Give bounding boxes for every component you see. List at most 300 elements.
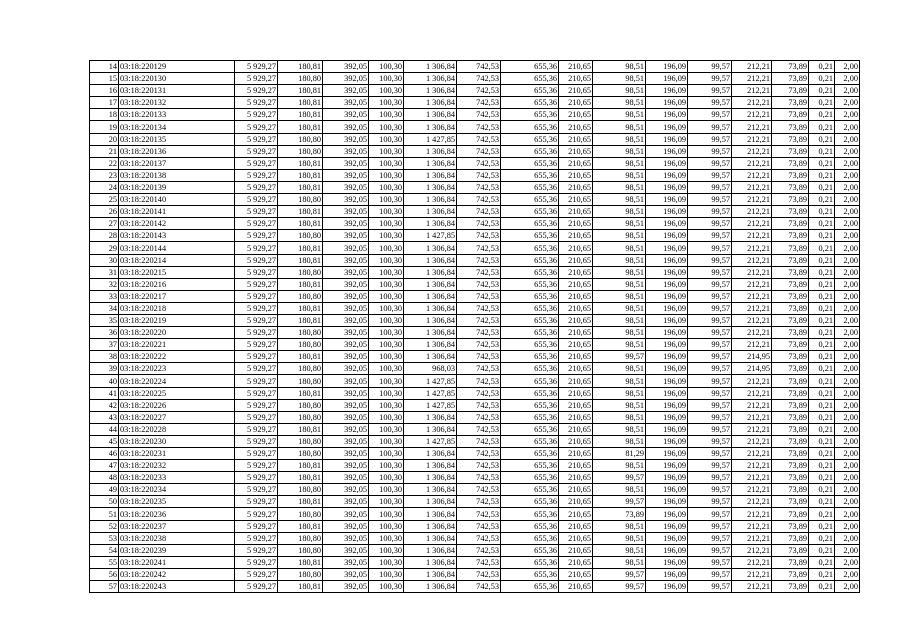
value-cell: 0,21 (809, 218, 835, 230)
value-cell: 99,57 (688, 484, 732, 496)
value-cell: 180,81 (278, 387, 323, 399)
row-number-cell: 20 (90, 133, 119, 145)
value-cell: 73,89 (772, 411, 809, 423)
value-cell: 0,21 (809, 556, 835, 568)
value-cell: 0,21 (809, 581, 835, 593)
value-cell: 212,21 (732, 290, 772, 302)
value-cell: 100,30 (369, 230, 404, 242)
value-cell: 655,36 (501, 314, 559, 326)
row-number-cell: 41 (90, 387, 119, 399)
value-cell: 99,57 (688, 73, 732, 85)
value-cell: 98,51 (593, 266, 646, 278)
row-number-cell: 42 (90, 399, 119, 411)
value-cell: 5 929,27 (235, 73, 278, 85)
value-cell: 392,05 (323, 363, 369, 375)
value-cell: 392,05 (323, 423, 369, 435)
value-cell: 73,89 (772, 278, 809, 290)
value-cell: 2,00 (835, 399, 860, 411)
value-cell: 0,21 (809, 363, 835, 375)
value-cell: 742,53 (457, 484, 501, 496)
value-cell: 742,53 (457, 532, 501, 544)
value-cell: 0,21 (809, 351, 835, 363)
value-cell: 98,51 (593, 532, 646, 544)
value-cell: 742,53 (457, 544, 501, 556)
value-cell: 98,51 (593, 484, 646, 496)
value-cell: 210,65 (559, 85, 593, 97)
value-cell: 392,05 (323, 435, 369, 447)
table-row (90, 85, 860, 97)
value-cell: 392,05 (323, 61, 369, 73)
value-cell: 180,81 (278, 181, 323, 193)
value-cell: 392,05 (323, 194, 369, 206)
value-cell: 212,21 (732, 448, 772, 460)
value-cell: 73,89 (772, 484, 809, 496)
value-cell: 210,65 (559, 375, 593, 387)
value-cell: 1 306,84 (404, 194, 457, 206)
value-cell: 655,36 (501, 121, 559, 133)
value-cell: 180,80 (278, 73, 323, 85)
value-cell: 212,21 (732, 520, 772, 532)
code-cell: 03:18:220134 (119, 121, 235, 133)
row-number-cell: 56 (90, 568, 119, 580)
value-cell: 180,80 (278, 194, 323, 206)
value-cell: 212,21 (732, 556, 772, 568)
value-cell: 73,89 (772, 472, 809, 484)
value-cell: 742,53 (457, 327, 501, 339)
value-cell: 100,30 (369, 327, 404, 339)
value-cell: 210,65 (559, 73, 593, 85)
value-cell: 1 306,84 (404, 278, 457, 290)
value-cell: 2,00 (835, 242, 860, 254)
value-cell: 1 306,84 (404, 242, 457, 254)
value-cell: 196,09 (646, 242, 688, 254)
value-cell: 655,36 (501, 375, 559, 387)
value-cell: 1 306,84 (404, 556, 457, 568)
value-cell: 5 929,27 (235, 181, 278, 193)
value-cell: 742,53 (457, 435, 501, 447)
value-cell: 100,30 (369, 157, 404, 169)
value-cell: 99,57 (593, 496, 646, 508)
row-number-cell: 23 (90, 169, 119, 181)
value-cell: 1 306,84 (404, 206, 457, 218)
value-cell: 1 306,84 (404, 339, 457, 351)
value-cell: 5 929,27 (235, 411, 278, 423)
value-cell: 210,65 (559, 435, 593, 447)
value-cell: 73,89 (772, 339, 809, 351)
value-cell: 2,00 (835, 85, 860, 97)
code-cell: 03:18:220140 (119, 194, 235, 206)
value-cell: 210,65 (559, 411, 593, 423)
value-cell: 100,30 (369, 484, 404, 496)
value-cell: 0,21 (809, 109, 835, 121)
value-cell: 212,21 (732, 399, 772, 411)
value-cell: 655,36 (501, 97, 559, 109)
value-cell: 1 306,84 (404, 97, 457, 109)
value-cell: 742,53 (457, 230, 501, 242)
value-cell: 210,65 (559, 532, 593, 544)
value-cell: 392,05 (323, 157, 369, 169)
code-cell: 03:18:220222 (119, 351, 235, 363)
value-cell: 392,05 (323, 145, 369, 157)
row-number-cell: 49 (90, 484, 119, 496)
value-cell: 212,21 (732, 532, 772, 544)
value-cell: 99,57 (688, 508, 732, 520)
table-row (90, 121, 860, 133)
value-cell: 100,30 (369, 218, 404, 230)
value-cell: 212,21 (732, 181, 772, 193)
value-cell: 655,36 (501, 254, 559, 266)
value-cell: 1 306,84 (404, 254, 457, 266)
value-cell: 392,05 (323, 206, 369, 218)
value-cell: 180,80 (278, 363, 323, 375)
table-row (90, 484, 860, 496)
value-cell: 742,53 (457, 133, 501, 145)
value-cell: 0,21 (809, 520, 835, 532)
value-cell: 212,21 (732, 508, 772, 520)
value-cell: 210,65 (559, 327, 593, 339)
value-cell: 2,00 (835, 387, 860, 399)
value-cell: 98,51 (593, 411, 646, 423)
value-cell: 655,36 (501, 218, 559, 230)
value-cell: 742,53 (457, 375, 501, 387)
value-cell: 210,65 (559, 556, 593, 568)
value-cell: 0,21 (809, 61, 835, 73)
code-cell: 03:18:220241 (119, 556, 235, 568)
value-cell: 655,36 (501, 85, 559, 97)
value-cell: 100,30 (369, 242, 404, 254)
code-cell: 03:18:220228 (119, 423, 235, 435)
value-cell: 5 929,27 (235, 133, 278, 145)
value-cell: 196,09 (646, 435, 688, 447)
code-cell: 03:18:220218 (119, 302, 235, 314)
code-cell: 03:18:220221 (119, 339, 235, 351)
value-cell: 212,21 (732, 302, 772, 314)
value-cell: 210,65 (559, 97, 593, 109)
value-cell: 1 306,84 (404, 544, 457, 556)
value-cell: 212,21 (732, 109, 772, 121)
code-cell: 03:18:220131 (119, 85, 235, 97)
value-cell: 655,36 (501, 145, 559, 157)
value-cell: 392,05 (323, 460, 369, 472)
value-cell: 100,30 (369, 375, 404, 387)
value-cell: 73,89 (772, 314, 809, 326)
value-cell: 1 306,84 (404, 181, 457, 193)
value-cell: 1 306,84 (404, 472, 457, 484)
code-cell: 03:18:220232 (119, 460, 235, 472)
value-cell: 73,89 (772, 169, 809, 181)
value-cell: 99,57 (688, 61, 732, 73)
value-cell: 0,21 (809, 290, 835, 302)
value-cell: 2,00 (835, 435, 860, 447)
value-cell: 98,51 (593, 85, 646, 97)
value-cell: 180,80 (278, 230, 323, 242)
value-cell: 100,30 (369, 278, 404, 290)
value-cell: 5 929,27 (235, 290, 278, 302)
row-number-cell: 47 (90, 460, 119, 472)
value-cell: 0,21 (809, 508, 835, 520)
row-number-cell: 31 (90, 266, 119, 278)
value-cell: 742,53 (457, 568, 501, 580)
value-cell: 180,81 (278, 254, 323, 266)
value-cell: 212,21 (732, 73, 772, 85)
row-number-cell: 14 (90, 61, 119, 73)
value-cell: 99,57 (688, 97, 732, 109)
value-cell: 212,21 (732, 194, 772, 206)
value-cell: 5 929,27 (235, 169, 278, 181)
value-cell: 2,00 (835, 508, 860, 520)
row-number-cell: 57 (90, 581, 119, 593)
code-cell: 03:18:220129 (119, 61, 235, 73)
value-cell: 1 427,85 (404, 387, 457, 399)
code-cell: 03:18:220234 (119, 484, 235, 496)
value-cell: 99,57 (688, 266, 732, 278)
value-cell: 98,51 (593, 387, 646, 399)
value-cell: 1 427,85 (404, 133, 457, 145)
value-cell: 98,51 (593, 435, 646, 447)
value-cell: 73,89 (772, 351, 809, 363)
table-row (90, 327, 860, 339)
value-cell: 2,00 (835, 73, 860, 85)
value-cell: 73,89 (772, 327, 809, 339)
value-cell: 742,53 (457, 399, 501, 411)
row-number-cell: 39 (90, 363, 119, 375)
value-cell: 1 306,84 (404, 460, 457, 472)
value-cell: 742,53 (457, 109, 501, 121)
value-cell: 1 306,84 (404, 484, 457, 496)
value-cell: 1 427,85 (404, 399, 457, 411)
value-cell: 210,65 (559, 206, 593, 218)
code-cell: 03:18:220217 (119, 290, 235, 302)
value-cell: 196,09 (646, 218, 688, 230)
value-cell: 180,81 (278, 496, 323, 508)
value-cell: 392,05 (323, 556, 369, 568)
value-cell: 392,05 (323, 544, 369, 556)
value-cell: 73,89 (772, 375, 809, 387)
value-cell: 392,05 (323, 387, 369, 399)
value-cell: 0,21 (809, 97, 835, 109)
table-body (90, 61, 860, 593)
value-cell: 100,30 (369, 508, 404, 520)
value-cell: 210,65 (559, 472, 593, 484)
row-number-cell: 36 (90, 327, 119, 339)
value-cell: 196,09 (646, 423, 688, 435)
value-cell: 210,65 (559, 339, 593, 351)
value-cell: 212,21 (732, 568, 772, 580)
value-cell: 196,09 (646, 290, 688, 302)
value-cell: 196,09 (646, 302, 688, 314)
value-cell: 655,36 (501, 399, 559, 411)
table-row (90, 423, 860, 435)
value-cell: 196,09 (646, 278, 688, 290)
value-cell: 742,53 (457, 169, 501, 181)
value-cell: 210,65 (559, 399, 593, 411)
value-cell: 100,30 (369, 387, 404, 399)
value-cell: 742,53 (457, 145, 501, 157)
value-cell: 742,53 (457, 460, 501, 472)
value-cell: 210,65 (559, 520, 593, 532)
value-cell: 196,09 (646, 484, 688, 496)
value-cell: 5 929,27 (235, 85, 278, 97)
value-cell: 655,36 (501, 194, 559, 206)
value-cell: 210,65 (559, 121, 593, 133)
value-cell: 2,00 (835, 496, 860, 508)
table-row (90, 194, 860, 206)
value-cell: 392,05 (323, 169, 369, 181)
value-cell: 0,21 (809, 532, 835, 544)
value-cell: 99,57 (688, 302, 732, 314)
value-cell: 210,65 (559, 448, 593, 460)
value-cell: 655,36 (501, 278, 559, 290)
value-cell: 742,53 (457, 508, 501, 520)
table-row (90, 266, 860, 278)
value-cell: 392,05 (323, 472, 369, 484)
value-cell: 5 929,27 (235, 157, 278, 169)
value-cell: 100,30 (369, 121, 404, 133)
value-cell: 5 929,27 (235, 109, 278, 121)
code-cell: 03:18:220225 (119, 387, 235, 399)
value-cell: 100,30 (369, 472, 404, 484)
value-cell: 742,53 (457, 423, 501, 435)
value-cell: 100,30 (369, 351, 404, 363)
value-cell: 0,21 (809, 145, 835, 157)
value-cell: 180,81 (278, 556, 323, 568)
value-cell: 210,65 (559, 157, 593, 169)
value-cell: 655,36 (501, 61, 559, 73)
value-cell: 742,53 (457, 339, 501, 351)
value-cell: 392,05 (323, 314, 369, 326)
value-cell: 742,53 (457, 314, 501, 326)
value-cell: 73,89 (772, 423, 809, 435)
value-cell: 5 929,27 (235, 544, 278, 556)
value-cell: 196,09 (646, 496, 688, 508)
value-cell: 98,51 (593, 97, 646, 109)
value-cell: 655,36 (501, 351, 559, 363)
row-number-cell: 43 (90, 411, 119, 423)
value-cell: 100,30 (369, 581, 404, 593)
value-cell: 5 929,27 (235, 496, 278, 508)
value-cell: 5 929,27 (235, 435, 278, 447)
value-cell: 1 306,84 (404, 581, 457, 593)
value-cell: 196,09 (646, 568, 688, 580)
value-cell: 99,57 (688, 145, 732, 157)
value-cell: 392,05 (323, 266, 369, 278)
value-cell: 196,09 (646, 411, 688, 423)
value-cell: 98,51 (593, 544, 646, 556)
value-cell: 1 306,84 (404, 448, 457, 460)
value-cell: 5 929,27 (235, 423, 278, 435)
value-cell: 99,57 (688, 423, 732, 435)
code-cell: 03:18:220138 (119, 169, 235, 181)
value-cell: 180,81 (278, 109, 323, 121)
value-cell: 2,00 (835, 109, 860, 121)
value-cell: 2,00 (835, 363, 860, 375)
value-cell: 73,89 (772, 109, 809, 121)
value-cell: 196,09 (646, 508, 688, 520)
value-cell: 180,80 (278, 145, 323, 157)
value-cell: 655,36 (501, 460, 559, 472)
value-cell: 655,36 (501, 327, 559, 339)
value-cell: 99,57 (688, 109, 732, 121)
value-cell: 180,81 (278, 169, 323, 181)
value-cell: 0,21 (809, 133, 835, 145)
value-cell: 73,89 (772, 496, 809, 508)
value-cell: 99,57 (688, 568, 732, 580)
value-cell: 742,53 (457, 302, 501, 314)
value-cell: 742,53 (457, 121, 501, 133)
table-row (90, 169, 860, 181)
table-row (90, 460, 860, 472)
value-cell: 1 306,84 (404, 290, 457, 302)
value-cell: 392,05 (323, 109, 369, 121)
value-cell: 180,81 (278, 520, 323, 532)
table-row (90, 61, 860, 73)
code-cell: 03:18:220238 (119, 532, 235, 544)
code-cell: 03:18:220142 (119, 218, 235, 230)
value-cell: 5 929,27 (235, 61, 278, 73)
value-cell: 98,51 (593, 121, 646, 133)
value-cell: 2,00 (835, 351, 860, 363)
row-number-cell: 46 (90, 448, 119, 460)
value-cell: 2,00 (835, 121, 860, 133)
row-number-cell: 22 (90, 157, 119, 169)
value-cell: 655,36 (501, 581, 559, 593)
code-cell: 03:18:220243 (119, 581, 235, 593)
value-cell: 2,00 (835, 448, 860, 460)
value-cell: 180,81 (278, 61, 323, 73)
value-cell: 99,57 (593, 472, 646, 484)
value-cell: 1 306,84 (404, 532, 457, 544)
table-row (90, 254, 860, 266)
value-cell: 180,80 (278, 327, 323, 339)
value-cell: 73,89 (772, 133, 809, 145)
value-cell: 99,57 (688, 169, 732, 181)
value-cell: 655,36 (501, 448, 559, 460)
value-cell: 392,05 (323, 411, 369, 423)
value-cell: 180,81 (278, 242, 323, 254)
value-cell: 210,65 (559, 290, 593, 302)
value-cell: 5 929,27 (235, 206, 278, 218)
value-cell: 1 306,84 (404, 218, 457, 230)
value-cell: 655,36 (501, 206, 559, 218)
value-cell: 212,21 (732, 496, 772, 508)
table-row (90, 133, 860, 145)
value-cell: 0,21 (809, 472, 835, 484)
value-cell: 5 929,27 (235, 472, 278, 484)
value-cell: 210,65 (559, 568, 593, 580)
value-cell: 99,57 (688, 133, 732, 145)
value-cell: 210,65 (559, 302, 593, 314)
value-cell: 5 929,27 (235, 363, 278, 375)
value-cell: 99,57 (593, 568, 646, 580)
value-cell: 196,09 (646, 351, 688, 363)
value-cell: 212,21 (732, 85, 772, 97)
value-cell: 180,80 (278, 568, 323, 580)
value-cell: 1 306,84 (404, 520, 457, 532)
value-cell: 742,53 (457, 85, 501, 97)
value-cell: 2,00 (835, 568, 860, 580)
value-cell: 100,30 (369, 435, 404, 447)
value-cell: 210,65 (559, 61, 593, 73)
value-cell: 2,00 (835, 218, 860, 230)
value-cell: 392,05 (323, 290, 369, 302)
table-row (90, 181, 860, 193)
value-cell: 2,00 (835, 181, 860, 193)
value-cell: 73,89 (772, 194, 809, 206)
value-cell: 98,51 (593, 460, 646, 472)
value-cell: 196,09 (646, 97, 688, 109)
value-cell: 98,51 (593, 206, 646, 218)
value-cell: 99,57 (688, 290, 732, 302)
